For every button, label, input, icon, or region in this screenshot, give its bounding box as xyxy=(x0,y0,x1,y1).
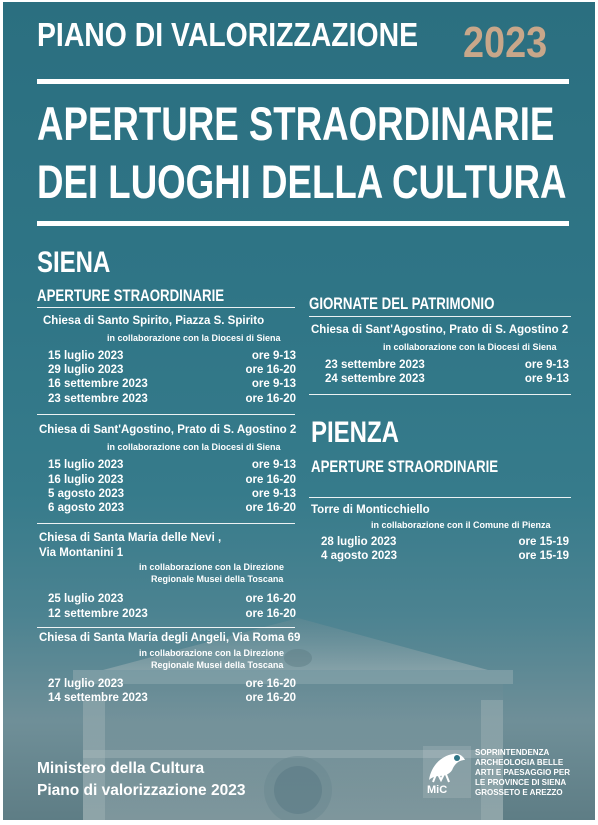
venue-title: Torre di Monticchiello xyxy=(311,504,430,516)
siena-section-divider xyxy=(37,307,295,308)
venue-divider xyxy=(309,394,571,395)
venue-collaboration-note-line2: Regionale Musei della Toscana xyxy=(151,660,284,670)
footer-ministry: Ministero della Cultura xyxy=(37,760,205,777)
venue-title: Chiesa di Santo Spirito, Piazza S. Spirito xyxy=(43,315,265,327)
header-year: 2023 xyxy=(463,18,548,67)
venue-title: Chiesa di Sant'Agostino, Prato di S. Agostino 2 xyxy=(39,424,297,436)
venue-collaboration-note: in collaborazione con la Direzione xyxy=(139,562,285,572)
venue-title: Chiesa di Santa Maria degli Angeli, Via Roma 69 xyxy=(39,632,301,644)
venue-title: Chiesa di Sant'Agostino, Prato di S. Agostino 2 xyxy=(311,324,569,336)
venue-collaboration-note: in collaborazione con la Diocesi di Siena xyxy=(107,333,281,343)
pienza-section-heading: APERTURE STRAORDINARIE xyxy=(311,457,499,476)
title-divider xyxy=(37,221,569,226)
pienza-divider xyxy=(309,497,571,498)
city-siena: SIENA xyxy=(37,246,111,279)
venue-collaboration-note-line2: Regionale Musei della Toscana xyxy=(151,574,284,584)
venue-divider xyxy=(37,627,295,628)
venue-divider xyxy=(37,523,295,524)
header-divider xyxy=(37,79,569,84)
header-plan-label: PIANO DI VALORIZZAZIONE xyxy=(37,16,419,53)
venue-collaboration-note: in collaborazione con la Direzione xyxy=(139,648,285,658)
venue-collaboration-note: in collaborazione con la Diocesi di Siena xyxy=(107,442,281,452)
header-title xyxy=(37,16,480,54)
venue-divider xyxy=(37,414,295,415)
heritage-days-divider xyxy=(309,316,571,317)
heritage-days-heading: GIORNATE DEL PATRIMONIO xyxy=(309,294,495,313)
venue-collaboration-note: in collaborazione con la Diocesi di Siena xyxy=(383,342,557,352)
city-pienza: PIENZA xyxy=(311,416,400,449)
logo-caption: SOPRINTENDENZA ARCHEOLOGIA BELLE ARTI E PAESAGGIO PER LE PROVINCE DI SIENA GROSSETO E AREZZO xyxy=(475,748,570,797)
poster: PIANO DI VALORIZZAZIONE 2023 APERTURE STRAORDINARIE DEI LUOGHI DELLA CULTURA SIENA APERTURE STRAORDINARIE Chiesa di Santo Spirito, Piazza S. Spirito in collaborazione con la Diocesi di Siena 15 luglio 2023 ore 9-13 29 luglio 2023 ore 16-20 16 settembre 2023 ore 9-13 23 settembre 2023 ore 16-20 Chiesa di Sant'Agostino, Prato di S. Agostino 2 in collaborazione con la Diocesi di Siena 15 luglio 2023 ore 9-13 16 luglio 2023 ore 16-20 5 agosto 2023 ore 9-13 6 agosto 2023 ore 16-20 Chiesa di Santa Maria delle Nevi , Via Montanini 1 in collaborazione con la Direzione Regionale Musei della Toscana 25 luglio 2023 ore 16-20 12 settembre 2023 ore 16-20 Chiesa di Santa Maria degli Angeli, Via Roma 69 in collaborazione con la Direzione Regionale Musei della Toscana 27 luglio 2023 ore 16-20 14 settembre 2023 ore 16-20 GIORNATE DEL PATRIMONIO Chiesa di Sant'Agostino, Prato di S. Agostino 2 in collaborazione con la Diocesi di Siena 23 settembre 2023 ore 9-13 24 settembre 2023 ore 9-13 PIENZA APERTURE STRAORDINARIE Torre di Monticchiello in collaborazione con il Comune di Pienza 28 luglio 2023 ore 15-19 4 agosto 2023 ore 15-19 Ministero della Cultura Piano di valorizzazione 2023 SOPRINTENDENZA ARCHEOLOGIA BELLE ARTI E PAESAGGIO PER LE PROVINCE DI SIENA GROSSETO E AREZZO MiC xyxy=(3,2,595,820)
venue-collaboration-note: in collaborazione con il Comune di Pienza xyxy=(371,520,551,530)
logo-wordmark: MiC xyxy=(427,784,448,796)
footer-plan: Piano di valorizzazione 2023 xyxy=(37,782,246,799)
main-title-line-2: DEI LUOGHI DELLA CULTURA xyxy=(37,155,567,208)
main-title-line-1: APERTURE STRAORDINARIE xyxy=(37,97,555,150)
siena-section-heading: APERTURE STRAORDINARIE xyxy=(37,286,225,305)
venue-title: Chiesa di Santa Maria delle Nevi , xyxy=(39,532,222,544)
venue-address: Via Montanini 1 xyxy=(39,547,124,559)
